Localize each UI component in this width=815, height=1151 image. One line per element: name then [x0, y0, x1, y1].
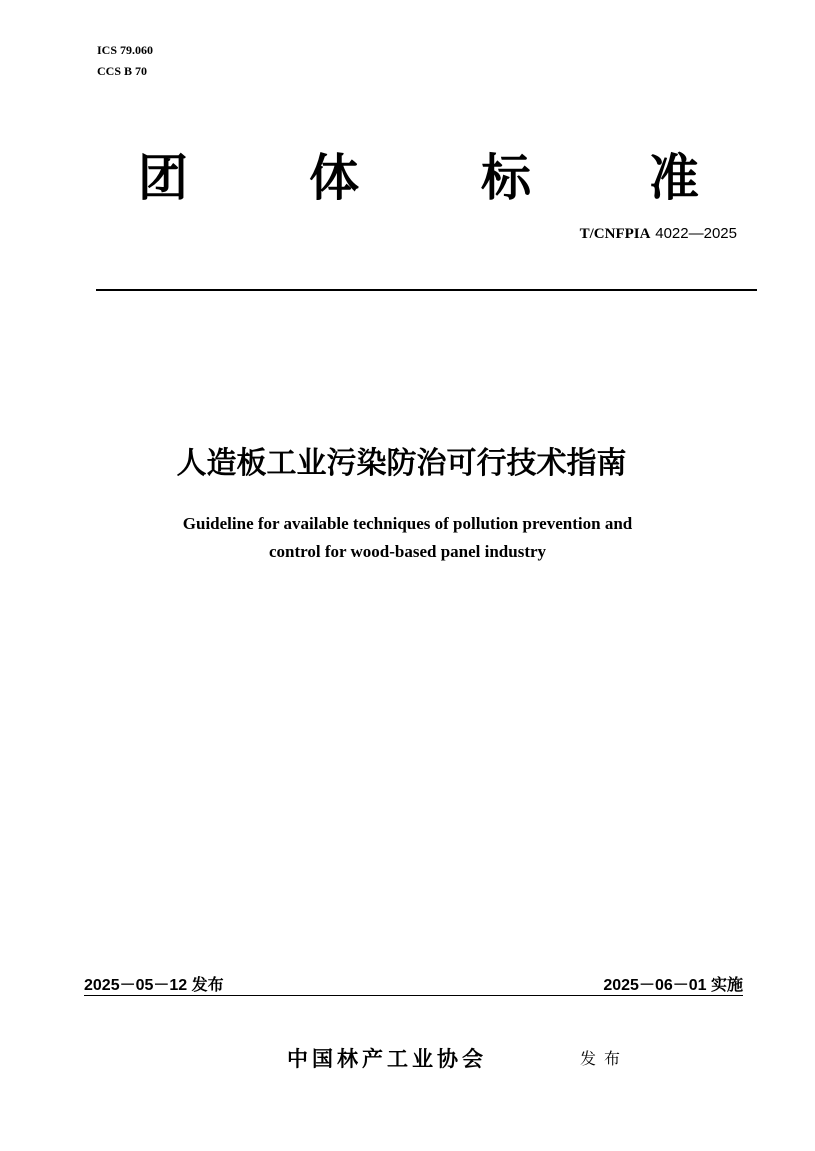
title-chinese-block	[0, 444, 815, 484]
title-english-line-1: Guideline for available techniques of pollution prevention and	[182, 514, 633, 533]
heading-char-3: 标	[481, 149, 531, 207]
title-chinese: 人造板工业污染防治可行技术指南	[176, 446, 627, 481]
publisher-name: 中国林产工业协会	[287, 1047, 487, 1071]
standard-number	[580, 223, 737, 244]
standard-number-value: 4022—2025	[655, 225, 737, 242]
implementation-date: 2025－06－01 实施	[603, 977, 743, 994]
publish-label: 发布	[580, 1049, 629, 1068]
heading-char-4: 准	[649, 149, 699, 207]
issue-date: 2025－05－12 发布	[84, 977, 224, 994]
ccs-code: CCS B 70	[97, 64, 148, 78]
ics-code: ICS 79.060	[97, 43, 154, 57]
date-divider	[84, 995, 743, 996]
title-english-line-2: control for wood-based panel industry	[268, 542, 547, 561]
header-divider	[96, 289, 757, 291]
standard-number-prefix: T/CNFPIA	[579, 226, 651, 242]
heading-char-2: 体	[309, 149, 359, 207]
heading-char-1: 团	[138, 149, 188, 207]
